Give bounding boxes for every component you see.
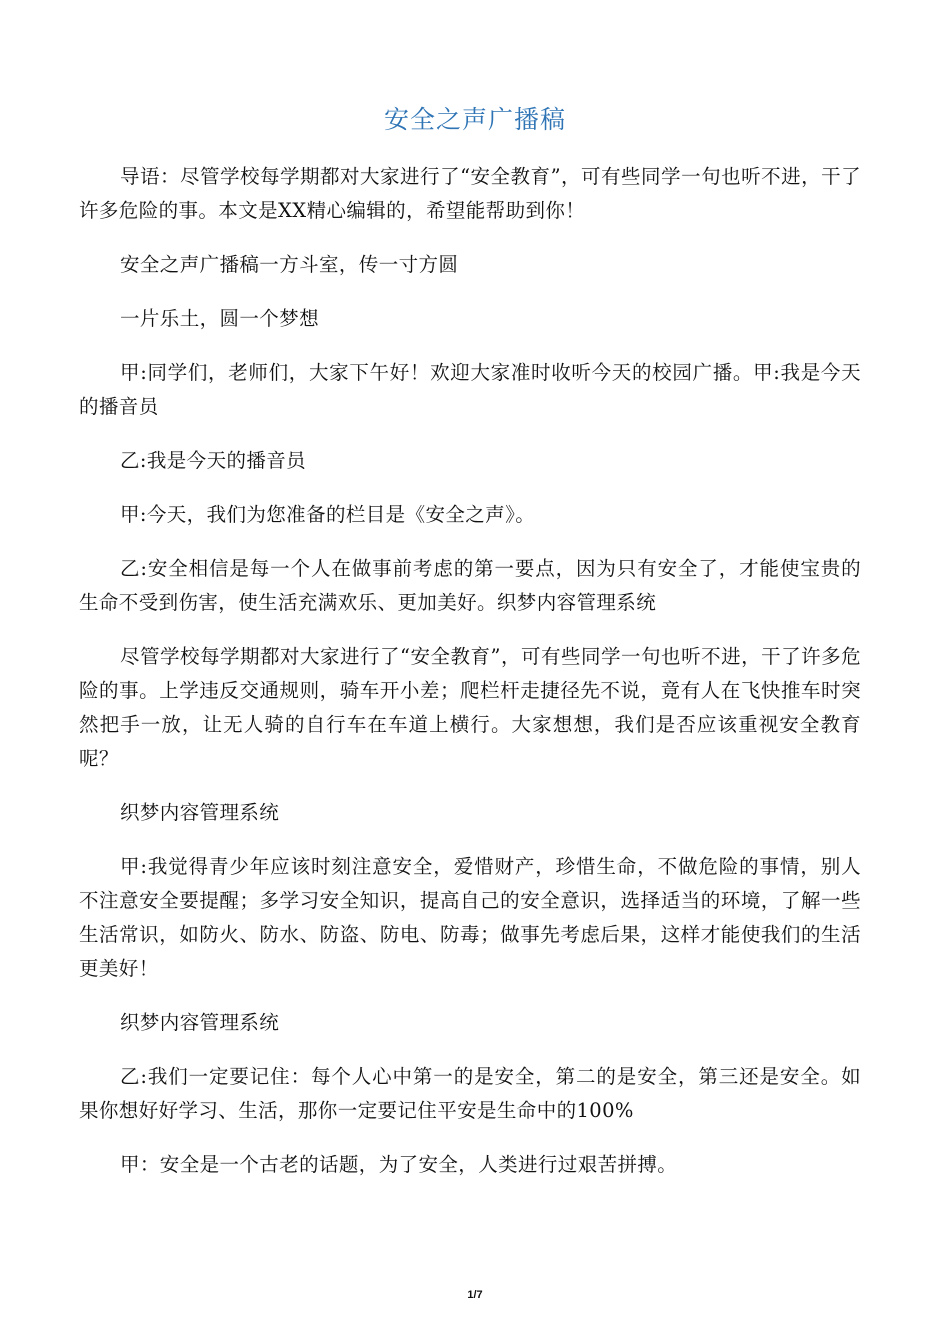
paragraph: 乙:我是今天的播音员 bbox=[120, 449, 307, 472]
paragraph: 织梦内容管理系统 bbox=[120, 801, 280, 824]
paragraph: 尽管学校每学期都对大家进行了“安全教育”，可有些同学一句也听不进，干了许多危险的事。上学违反交通规则，骑车开小差；爬栏杆走捷径先不说，竟有人在飞快推车时突然把手一放，让无人骑的自行车在车道上横行。大家想想，我们是否应该重视安全教育呢？ bbox=[79, 645, 861, 770]
paragraph: 织梦内容管理系统 bbox=[120, 1011, 280, 1034]
paragraph: 安全之声广播稿一方斗室，传一寸方圆 bbox=[120, 253, 459, 276]
document-title: 安全之声广播稿 bbox=[383, 105, 566, 134]
paragraph: 乙:安全相信是每一个人在做事前考虑的第一要点，因为只有安全了，才能使宝贵的生命不受到伤害，使生活充满欢乐、更加美好。织梦内容管理系统 bbox=[79, 557, 861, 614]
paragraph: 乙:我们一定要记住：每个人心中第一的是安全，第二的是安全，第三还是安全。如果你想好好学习、生活，那你一定要记住平安是生命中的100% bbox=[79, 1065, 861, 1122]
paragraph: 甲:同学们，老师们，大家下午好！欢迎大家准时收听今天的校园广播。甲:我是今天的播音员 bbox=[79, 361, 861, 418]
paragraph: 一片乐土，圆一个梦想 bbox=[120, 307, 320, 330]
paragraph: 甲:我觉得青少年应该时刻注意安全，爱惜财产，珍惜生命，不做危险的事情，别人不注意安全要提醒；多学习安全知识，提高自己的安全意识，选择适当的环境，了解一些生活常识，如防火、防水、防盗、防电、防毒；做事先考虑后果，这样才能使我们的生活更美好！ bbox=[79, 855, 861, 980]
page-number: 1/7 bbox=[467, 1289, 483, 1301]
paragraph-intro: 导语：尽管学校每学期都对大家进行了“安全教育”，可有些同学一句也听不进，干了许多危险的事。本文是XX精心编辑的，希望能帮助到你！ bbox=[79, 165, 861, 222]
document-body bbox=[79, 160, 861, 1202]
paragraph: 甲:今天，我们为您准备的栏目是《安全之声》。 bbox=[120, 503, 536, 526]
paragraph: 甲：安全是一个古老的话题，为了安全，人类进行过艰苦拼搏。 bbox=[120, 1153, 678, 1176]
